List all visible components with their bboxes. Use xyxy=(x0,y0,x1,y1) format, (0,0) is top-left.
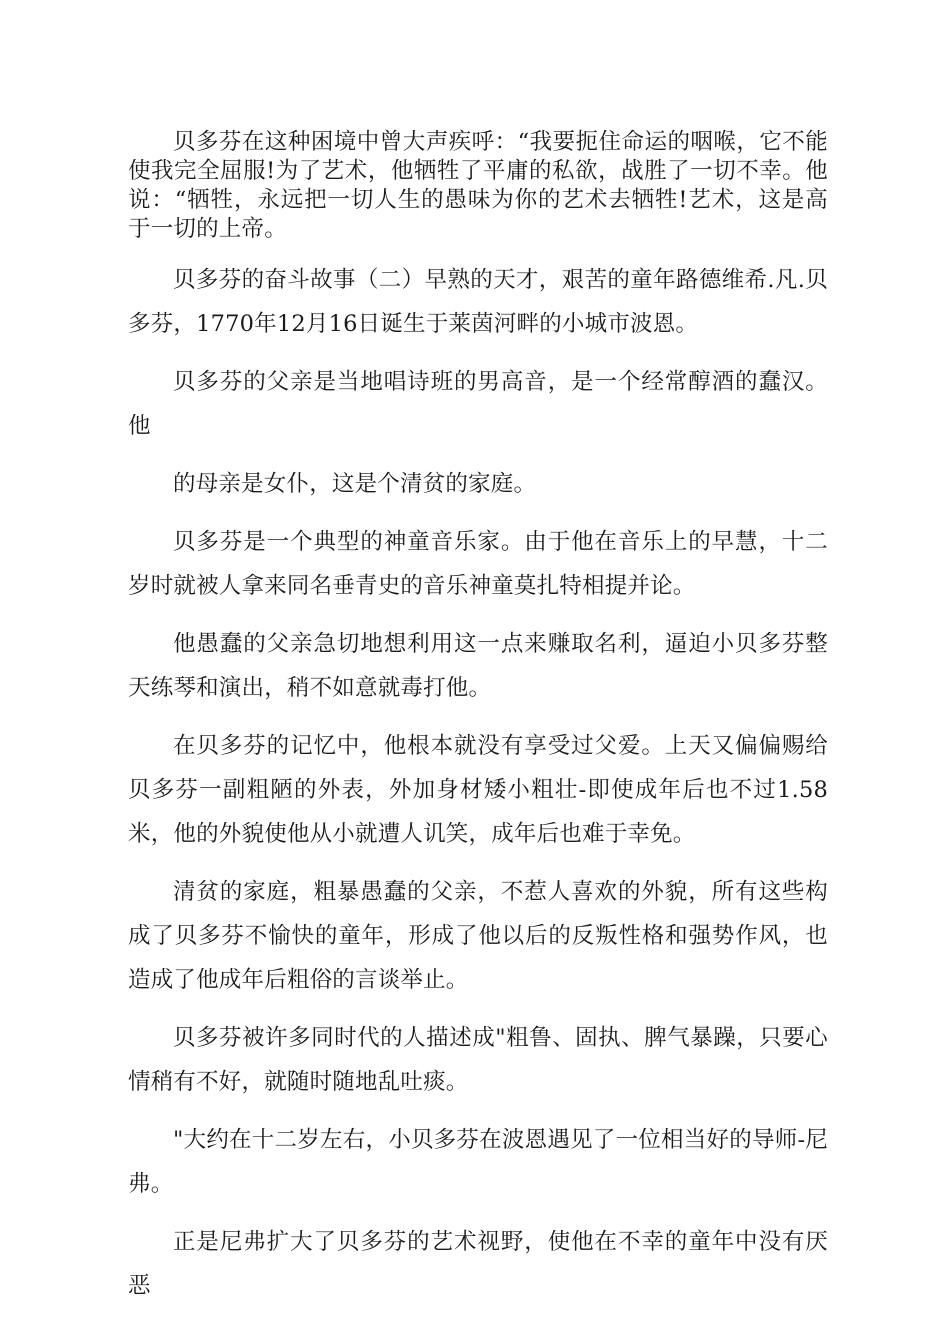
paragraph-9: 贝多芬被许多同时代的人描述成"粗鲁、固执、脾气暴躁，只要心情稍有不好，就随时随地乱吐痰。 xyxy=(128,1025,828,1095)
paragraph-3: 贝多芬的父亲是当地唱诗班的男高音，是一个经常醇酒的蠢汉。他 xyxy=(128,369,828,439)
paragraph-2: 贝多芬的奋斗故事（二）早熟的天才，艰苦的童年路德维希.凡.贝多芬，1770年12月16日诞生于莱茵河畔的小城市波恩。 xyxy=(128,267,828,337)
paragraph-7: 在贝多芬的记忆中，他根本就没有享受过父爱。上天又偏偏赐给贝多芬一副粗陋的外表，外加身材矮小粗壮-即使成年后也不过1.58米，他的外貌使他从小就遭人讥笑，成年后也难于幸免。 xyxy=(128,733,828,847)
document-page xyxy=(128,128,828,1308)
paragraph-6: 他愚蠢的父亲急切地想利用这一点来赚取名利，逼迫小贝多芬整天练琴和演出，稍不如意就毒打他。 xyxy=(128,631,828,701)
paragraph-5: 贝多芬是一个典型的神童音乐家。由于他在音乐上的早慧，十二岁时就被人拿来同名垂青史的音乐神童莫扎特相提并论。 xyxy=(128,529,828,599)
paragraph-1: 贝多芬在这种困境中曾大声疾呼：“我要扼住命运的咽喉，它不能使我完全屈服!为了艺术，他牺牲了平庸的私欲，战胜了一切不幸。他说：“牺牲，永远把一切人生的愚味为你的艺术去牺牲!艺术，这是高于一切的上帝。 xyxy=(128,129,828,242)
paragraph-8: 清贫的家庭，粗暴愚蠢的父亲，不惹人喜欢的外貌，所有这些构成了贝多芬不愉快的童年，形成了他以后的反叛性格和强势作风，也造成了他成年后粗俗的言谈举止。 xyxy=(128,879,828,993)
paragraph-10: "大约在十二岁左右，小贝多芬在波恩遇见了一位相当好的导师-尼弗。 xyxy=(128,1127,828,1197)
paragraph-11: 正是尼弗扩大了贝多芬的艺术视野，使他在不幸的童年中没有厌恶 xyxy=(128,1229,828,1299)
paragraph-4: 的母亲是女仆，这是个清贫的家庭。 xyxy=(173,471,537,497)
